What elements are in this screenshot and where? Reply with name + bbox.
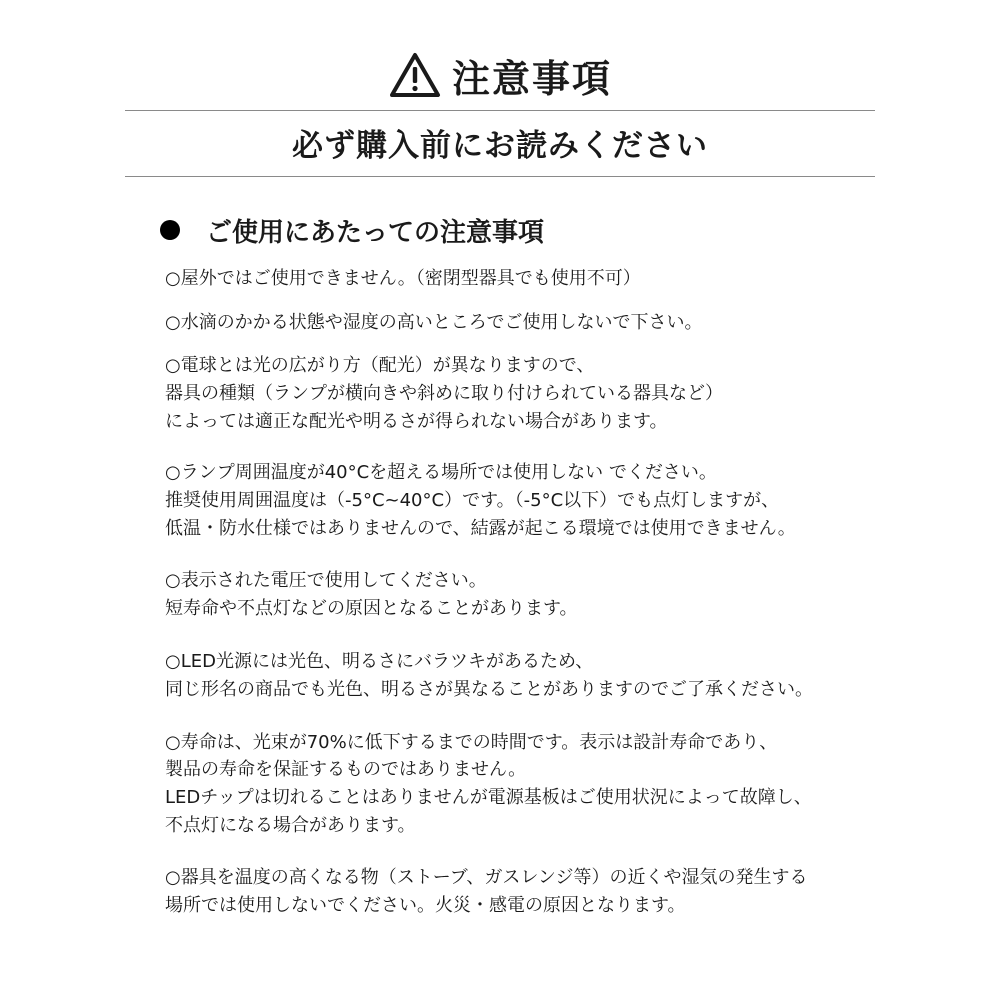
note-line: ○屋外ではご使用できません。（密閉型器具でも使用不可） — [165, 268, 641, 289]
header — [0, 40, 1000, 110]
page-title: 注意事項 — [451, 56, 612, 101]
section-title: ご使用にあたっての注意事項 — [206, 217, 545, 248]
note-line: 場所では使用しないでください。火災・感電の原因となります。 — [165, 895, 686, 916]
subtitle: 必ず購入前にお読みください — [292, 128, 708, 164]
note-line: ○水滴のかかる状態や湿度の高いところでご使用しないで下さい。 — [165, 312, 703, 333]
note-line: 低温・防水仕様ではありませんので、結露が起こる環境では使用できません。 — [165, 518, 796, 539]
bullet-icon — [160, 220, 180, 240]
note-line: 短寿命や不点灯などの原因となることがあります。 — [165, 598, 578, 619]
note-line: LEDチップは切れることはありませんが電源基板はご使用状況によって故障し、 — [165, 787, 812, 808]
note-line: 同じ形名の商品でも光色、明るさが異なることがありますのでご了承ください。 — [165, 679, 813, 700]
note-line: 推奨使用周囲温度は（-5°C~40°C）です。（-5°C以下）でも点灯しますが、 — [165, 490, 780, 511]
section-heading — [160, 208, 544, 252]
warning-triangle-icon — [388, 51, 442, 99]
note-line: 製品の寿命を保証するものではありません。 — [165, 759, 527, 780]
note-line: ○表示された電圧で使用してください。 — [165, 570, 487, 591]
note-line: 不点灯になる場合があります。 — [165, 815, 416, 836]
note-line: ○ランプ周囲温度が40°Cを超える場所では使用しない でください。 — [165, 462, 717, 483]
note-line: ○寿命は、光束が70%に低下するまでの時間です。表示は設計寿命であり、 — [165, 732, 778, 753]
note-line: によっては適正な配光や明るさが得られない場合があります。 — [165, 411, 668, 432]
top-divider — [125, 110, 875, 111]
bottom-divider — [125, 176, 875, 177]
note-line: ○電球とは光の広がり方（配光）が異なりますので、 — [165, 355, 595, 376]
note-line: ○LED光源には光色、明るさにバラツキがあるため、 — [165, 651, 594, 672]
note-line: ○器具を温度の高くなる物（ストーブ、ガスレンジ等）の近くや湿気の発生する — [165, 867, 808, 888]
note-line: 器具の種類（ランプが横向きや斜めに取り付けられている器具など） — [165, 383, 723, 404]
